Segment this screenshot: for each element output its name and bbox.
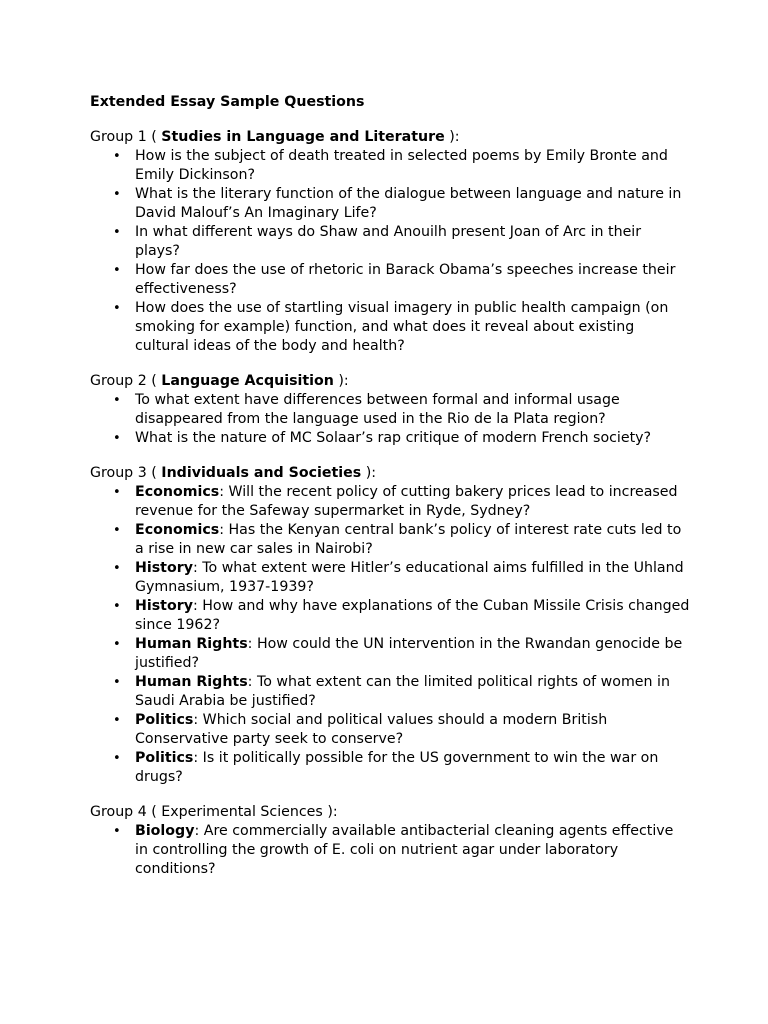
group-paren-close: ):	[322, 804, 338, 820]
question-item	[90, 223, 690, 261]
question-text: : To what extent were Hitler’s educational aims fulfilled in the Uhland Gymnasium, 1937-1939?	[135, 560, 684, 595]
group-heading	[90, 372, 690, 391]
bullet-icon: •	[113, 637, 121, 652]
bullet-icon: •	[113, 523, 121, 538]
question-text: : How could the UN intervention in the Rwandan genocide be justified?	[135, 636, 683, 671]
group-label: Group 4	[90, 804, 147, 820]
question-text: : Is it politically possible for the US government to win the war on drugs?	[135, 750, 659, 785]
question-text: : Which social and political values should a modern British Conservative party seek to conserve?	[135, 712, 608, 747]
question-list	[90, 483, 690, 787]
bullet-icon: •	[113, 599, 121, 614]
question-subject: Politics	[135, 712, 194, 728]
bullet-icon: •	[113, 751, 121, 766]
group-name: Individuals and Societies	[161, 465, 362, 481]
question-item	[90, 673, 690, 711]
bullet-icon: •	[113, 301, 121, 316]
question-item	[90, 711, 690, 749]
group-label: Group 2	[90, 373, 147, 389]
group-section	[90, 803, 690, 879]
document-page	[90, 93, 690, 895]
group-heading	[90, 128, 690, 147]
bullet-icon: •	[113, 713, 121, 728]
bullet-icon: •	[113, 431, 121, 446]
question-list	[90, 822, 690, 879]
question-text: How is the subject of death treated in selected poems by Emily Bronte and Emily Dickinson?	[135, 148, 668, 183]
group-section	[90, 464, 690, 787]
question-subject: History	[135, 560, 193, 576]
document-title: Extended Essay Sample Questions	[90, 94, 365, 110]
question-text: : Are commercially available antibacterial cleaning agents effective in controlling the growth of E. coli on nutrient agar under laboratory conditions?	[135, 823, 674, 877]
group-paren-open: (	[146, 129, 162, 145]
question-subject: Human Rights	[135, 636, 248, 652]
bullet-icon: •	[113, 393, 121, 408]
question-subject: Economics	[135, 522, 220, 538]
question-list	[90, 391, 690, 448]
question-item	[90, 391, 690, 429]
group-heading	[90, 464, 690, 483]
question-text: How does the use of startling visual imagery in public health campaign (on smoking for example) function, and what does it reveal about existing cultural ideas of the body and health?	[135, 300, 669, 354]
question-item	[90, 597, 690, 635]
question-item	[90, 559, 690, 597]
group-name: Experimental Sciences	[161, 804, 323, 820]
group-paren-close: ):	[444, 129, 460, 145]
group-list	[90, 128, 690, 879]
question-item	[90, 483, 690, 521]
bullet-icon: •	[113, 485, 121, 500]
question-item	[90, 429, 690, 448]
bullet-icon: •	[113, 149, 121, 164]
question-text: What is the nature of MC Solaar’s rap critique of modern French society?	[135, 430, 652, 446]
question-item	[90, 822, 690, 879]
question-text: How far does the use of rhetoric in Barack Obama’s speeches increase their effectiveness?	[135, 262, 676, 297]
question-subject: Economics	[135, 484, 220, 500]
question-item	[90, 749, 690, 787]
question-list	[90, 147, 690, 356]
question-text: : To what extent can the limited political rights of women in Saudi Arabia be justified?	[135, 674, 670, 709]
group-section	[90, 128, 690, 356]
group-paren-close: ):	[333, 373, 349, 389]
question-item	[90, 635, 690, 673]
group-paren-open: (	[146, 373, 162, 389]
bullet-icon: •	[113, 225, 121, 240]
group-name: Language Acquisition	[161, 373, 334, 389]
question-subject: Human Rights	[135, 674, 248, 690]
group-paren-open: (	[146, 465, 162, 481]
question-item	[90, 299, 690, 356]
group-paren-open: (	[146, 804, 162, 820]
bullet-icon: •	[113, 675, 121, 690]
question-subject: Biology	[135, 823, 195, 839]
group-label: Group 3	[90, 465, 147, 481]
question-item	[90, 147, 690, 185]
question-text: : How and why have explanations of the Cuban Missile Crisis changed since 1962?	[135, 598, 690, 633]
group-paren-close: ):	[361, 465, 377, 481]
question-text: : Will the recent policy of cutting bakery prices lead to increased revenue for the Safeway supermarket in Ryde, Sydney?	[135, 484, 678, 519]
group-heading	[90, 803, 690, 822]
bullet-icon: •	[113, 561, 121, 576]
question-text: In what different ways do Shaw and Anouilh present Joan of Arc in their plays?	[135, 224, 642, 259]
question-item	[90, 521, 690, 559]
question-text: What is the literary function of the dialogue between language and nature in David Malouf’s An Imaginary Life?	[135, 186, 682, 221]
question-item	[90, 261, 690, 299]
bullet-icon: •	[113, 824, 121, 839]
group-section	[90, 372, 690, 448]
group-name: Studies in Language and Literature	[161, 129, 445, 145]
question-subject: Politics	[135, 750, 194, 766]
bullet-icon: •	[113, 263, 121, 278]
question-text: To what extent have differences between formal and informal usage disappeared from the language used in the Rio de la Plata region?	[135, 392, 620, 427]
question-subject: History	[135, 598, 193, 614]
bullet-icon: •	[113, 187, 121, 202]
group-label: Group 1	[90, 129, 147, 145]
question-text: : Has the Kenyan central bank’s policy of interest rate cuts led to a rise in new car sales in Nairobi?	[135, 522, 682, 557]
question-item	[90, 185, 690, 223]
